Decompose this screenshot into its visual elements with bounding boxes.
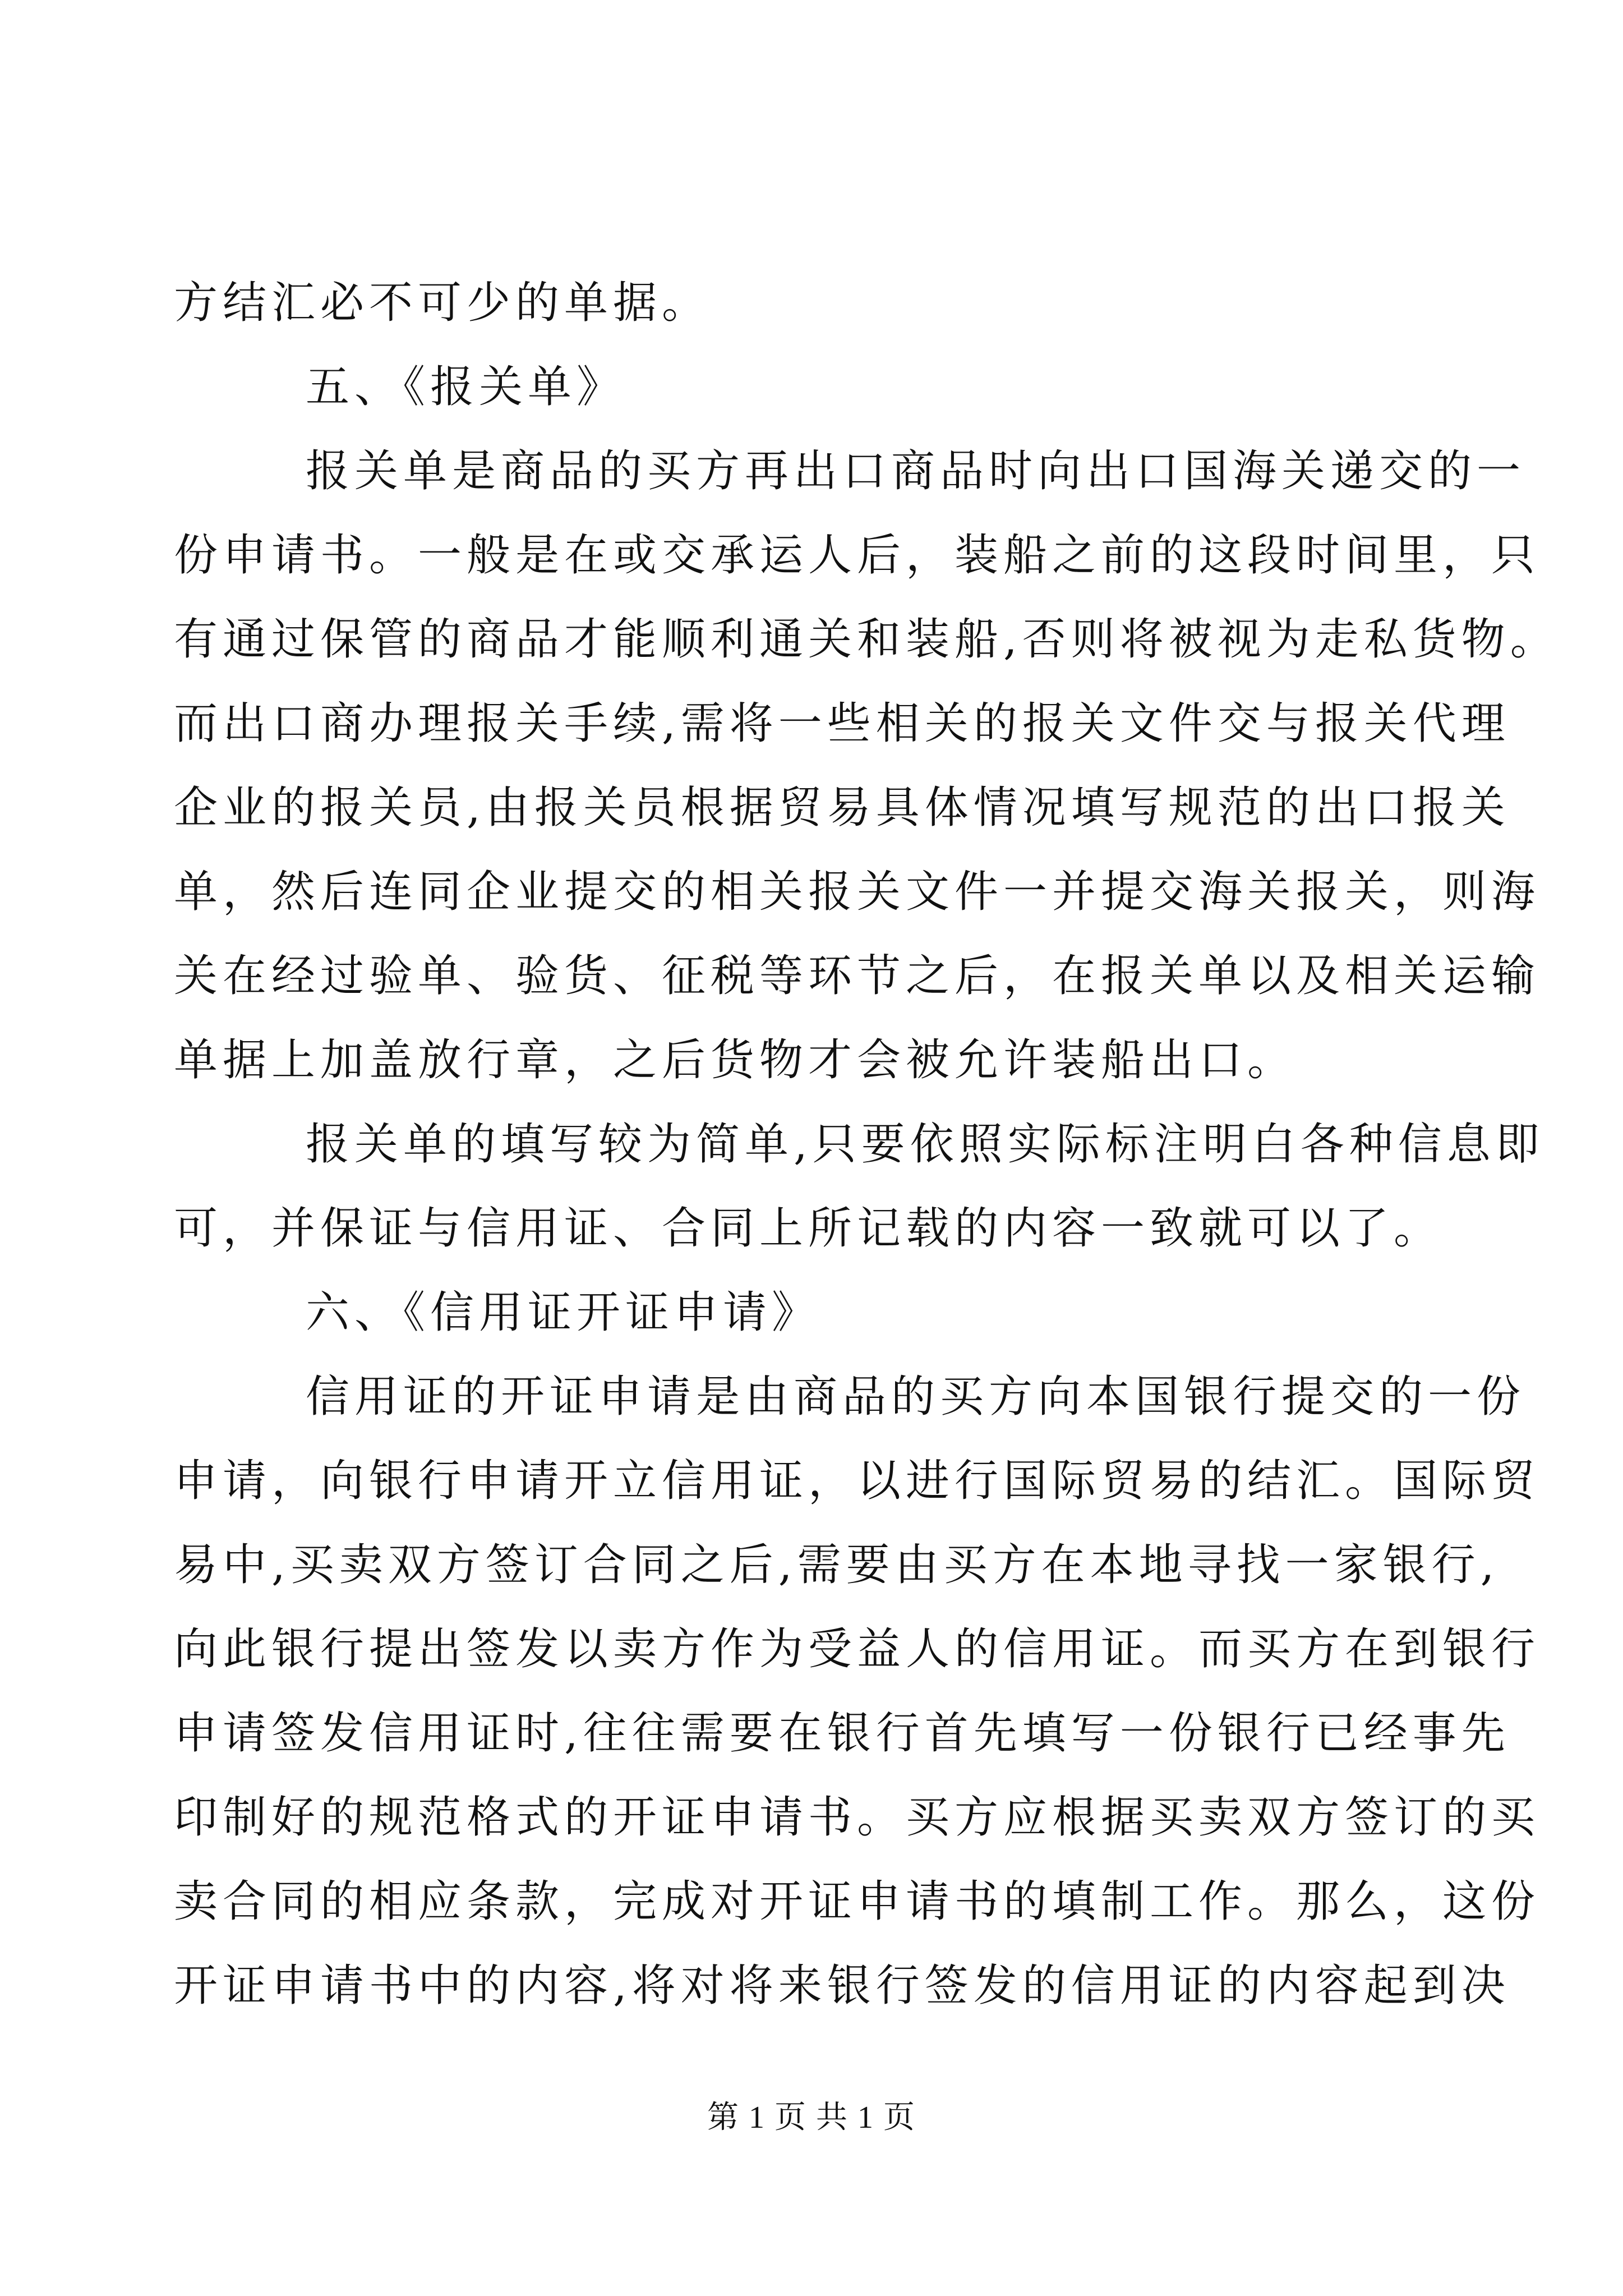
body-text-line: 份申请书。一般是在或交承运人后，装船之前的这段时间里，只 <box>174 530 1541 581</box>
body-text-line: 申请签发信用证时,往往需要在银行首先填写一份银行已经事先 <box>174 1708 1510 1759</box>
body-text-line: 可，并保证与信用证、合同上所记载的内容一致就可以了。 <box>174 1203 1443 1254</box>
body-text-line: 企业的报关员,由报关员根据贸易具体情况填写规范的出口报关 <box>174 783 1510 833</box>
body-text-line: 印制好的规范格式的开证申请书。买方应根据买卖双方签订的买 <box>174 1792 1541 1843</box>
page-number-footer: 第 1 页 共 1 页 <box>707 2100 916 2135</box>
body-text-line: 开证申请书中的内容,将对将来银行签发的信用证的内容起到决 <box>174 1961 1510 2011</box>
body-text-line: 单据上加盖放行章，之后货物才会被允许装船出口。 <box>174 1035 1297 1085</box>
body-text-line: 卖合同的相应条款，完成对开证申请书的填制工作。那么，这份 <box>174 1876 1541 1927</box>
body-text-line: 而出口商办理报关手续,需将一些相关的报关文件交与报关代理 <box>174 698 1510 749</box>
body-text-line: 方结汇必不可少的单据。 <box>174 278 711 328</box>
paragraph-first-line: 报关单是商品的买方再出口商品时向出口国海关递交的一 <box>306 446 1526 496</box>
body-text-line: 向此银行提出签发以卖方作为受益人的信用证。而买方在到银行 <box>174 1624 1541 1674</box>
paragraph-first-line: 信用证的开证申请是由商品的买方向本国银行提交的一份 <box>306 1372 1526 1422</box>
body-text-line: 关在经过验单、验货、征税等环节之后，在报关单以及相关运输 <box>174 951 1541 1001</box>
body-text-line: 有通过保管的商品才能顺利通关和装船,否则将被视为走私货物。 <box>174 614 1559 665</box>
section-heading: 六、《信用证开证申请》 <box>306 1287 821 1338</box>
section-heading: 五、《报关单》 <box>306 362 626 412</box>
paragraph-first-line: 报关单的填写较为简单,只要依照实际标注明白各种信息即 <box>306 1119 1544 1170</box>
body-text-line: 易中,买卖双方签订合同之后,需要由买方在本地寻找一家银行, <box>174 1540 1500 1590</box>
body-text-line: 申请，向银行申请开立信用证，以进行国际贸易的结汇。国际贸 <box>174 1456 1541 1506</box>
body-text-line: 单，然后连同企业提交的相关报关文件一并提交海关报关，则海 <box>174 867 1541 917</box>
